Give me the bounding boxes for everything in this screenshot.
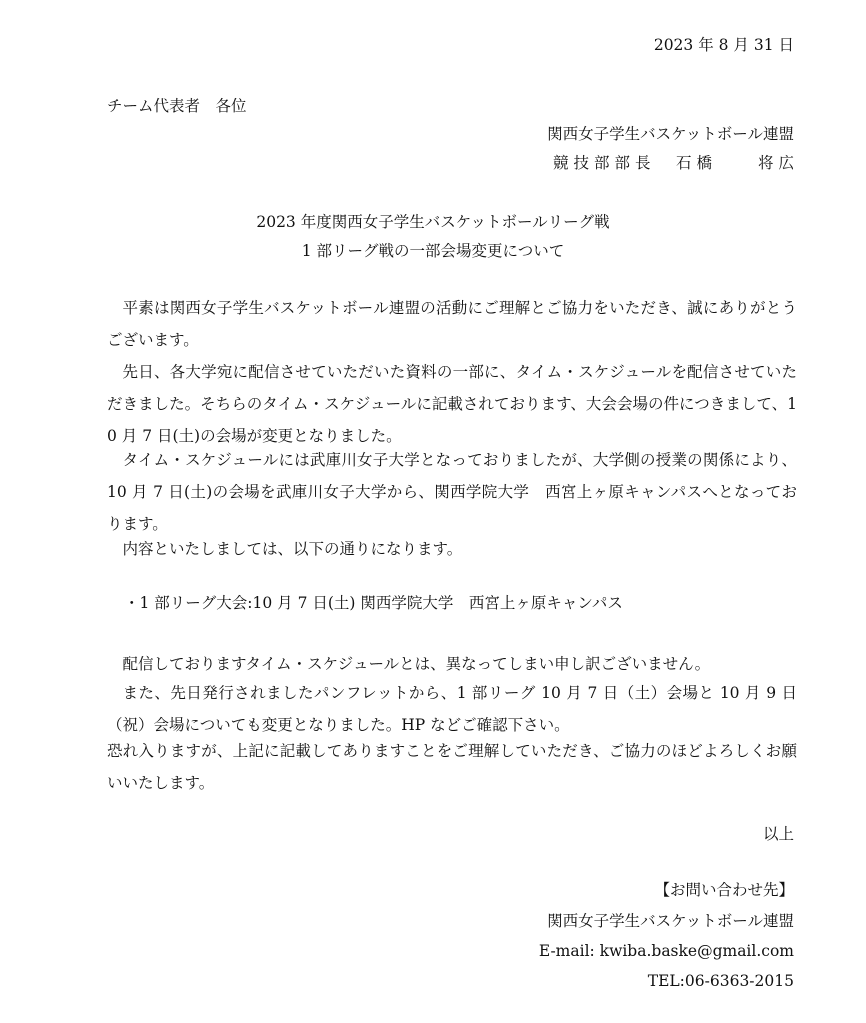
body-paragraph-venue-change: タイム・スケジュールには武庫川女子大学となっておりましたが、大学側の授業の関係により、10 月 7 日(土)の会場を武庫川女子大学から、関西学院大学 西宮上ヶ原キャンパスへとなっております。 [107,451,797,533]
closing-word: 以上 [762,825,794,843]
body-paragraph-apology: 配信しておりますタイム・スケジュールとは、異なってしまい申し訳ございません。 [122,655,711,673]
document-title-line2: 1 部リーグ戦の一部会場変更について [301,242,565,260]
contact-phone: TEL:06-6363-2015 [647,972,794,990]
body-paragraph-greeting: 平素は関西女子学生バスケットボール連盟の活動にご理解とご協力をいただき、誠にありがとうございます。 [107,299,797,349]
contact-email: E-mail: kwiba.baske@gmail.com [538,942,794,960]
body-paragraph-schedule: 先日、各大学宛に配信させていただいた資料の一部に、タイム・スケジュールを配信させていただきました。そちらのタイム・スケジュールに記載されております、大会会場の件につきまして、10 月 7 日(土)の会場が変更となりました。 [107,363,797,445]
contact-heading: 【お問い合わせ先】 [654,881,794,899]
body-paragraph-request: 恐れ入りますが、上記に記載してありますことをご理解していただき、ご協力のほどよろしくお願いいたします。 [107,742,797,792]
venue-bullet-item: ・1 部リーグ大会:10 月 7 日(土) 関西学院大学 西宮上ヶ原キャンパス [124,594,623,612]
document-date: 2023 年 8 月 31 日 [653,36,794,54]
body-paragraph-details-intro: 内容といたしましては、以下の通りになります。 [122,540,463,558]
addressee: チーム代表者 各位 [107,97,247,115]
document-title-line1: 2023 年度関西女子学生バスケットボールリーグ戦 [256,213,610,231]
contact-organization: 関西女子学生バスケットボール連盟 [547,912,794,930]
body-paragraph-pamphlet: また、先日発行されましたパンフレットから、1 部リーグ 10 月 7 日（土）会場と 10 月 9 日（祝）会場についても変更となりました。HP などご確認下さい。 [107,684,797,734]
sender-organization: 関西女子学生バスケットボール連盟 [547,125,794,143]
sender-person: 競技部部長 石橋 将広 [552,154,799,172]
